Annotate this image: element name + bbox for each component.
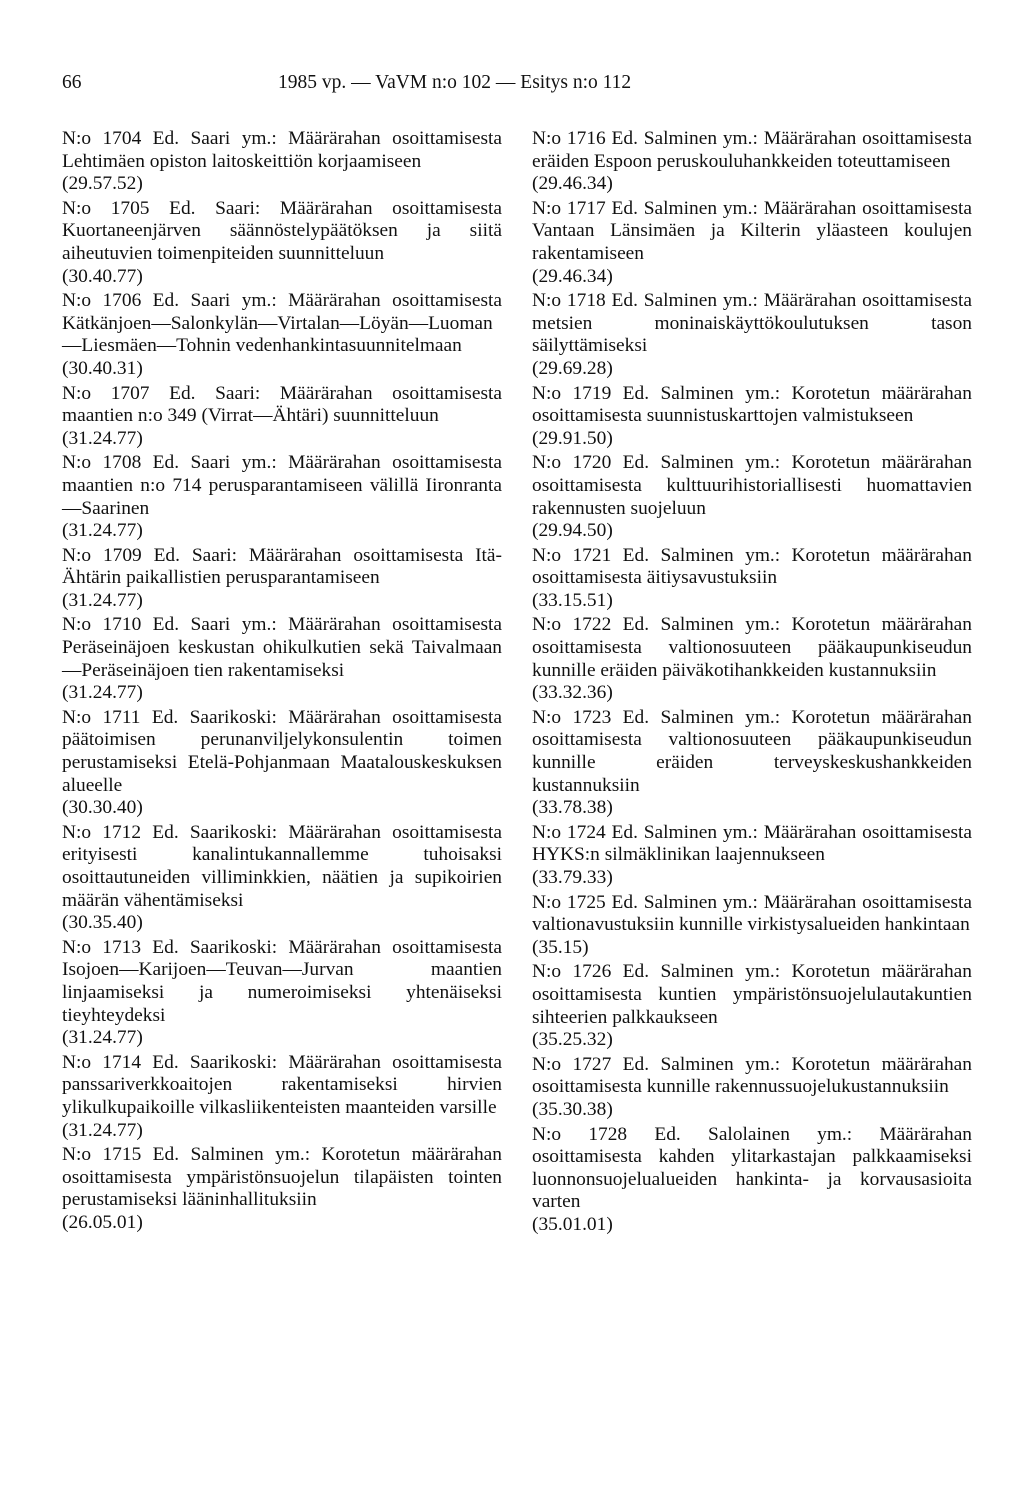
budget-reference: (29.69.28) — [532, 357, 613, 379]
motion-entry — [532, 198, 972, 288]
budget-reference: (31.24.77) — [62, 427, 143, 449]
budget-reference: (30.40.31) — [62, 357, 143, 379]
motion-text: N:o 1707 Ed. Saari: Määrärahan osoittamisesta maantien n:o 349 (Virrat—Ähtäri) suunnitteluun — [62, 382, 502, 427]
motion-entry — [62, 383, 502, 451]
motion-text: N:o 1721 Ed. Salminen ym.: Korotetun määrärahan osoittamisesta äitiysavustuksiin — [532, 544, 972, 589]
motion-text: N:o 1710 Ed. Saari ym.: Määrärahan osoittamisesta Peräseinäjoen keskustan ohikulkutien sekä Taivalmaan—Peräseinäjoen tien rakentamiseksi — [62, 614, 502, 681]
budget-reference: (33.15.51) — [532, 589, 613, 611]
motion-entry — [62, 614, 502, 704]
budget-reference: (31.24.77) — [62, 520, 143, 542]
budget-reference: (35.25.32) — [532, 1029, 613, 1051]
motion-text: N:o 1719 Ed. Salminen ym.: Korotetun määrärahan osoittamisesta suunnistuskarttojen valmistukseen — [532, 382, 972, 427]
budget-reference: (30.30.40) — [62, 797, 143, 819]
motion-text: N:o 1715 Ed. Salminen ym.: Korotetun määrärahan osoittamisesta ympäristönsuojelun tilapäisten tointen perustamiseksi lääninhallituksiin — [62, 1144, 502, 1211]
budget-reference: (31.24.77) — [62, 1027, 143, 1049]
motion-text: N:o 1718 Ed. Salminen ym.: Määrärahan osoittamisesta metsien moninaiskäyttökoulutuksen tason säilyttämiseksi — [532, 290, 972, 357]
motion-text: N:o 1728 Ed. Salolainen ym.: Määrärahan osoittamisesta kahden ylitarkastajan palkkaamiseksi luonnonsuojelualueiden hankinta- ja korvausasioita varten — [532, 1123, 972, 1213]
motion-entry — [532, 545, 972, 613]
motion-entry — [62, 290, 502, 380]
motion-entry — [532, 452, 972, 542]
motion-text: N:o 1720 Ed. Salminen ym.: Korotetun määrärahan osoittamisesta kulttuurihistoriallisesti huomattavien rakennusten suojeluun — [532, 452, 972, 519]
running-head: 1985 vp. — VaVM n:o 102 — Esitys n:o 112 — [278, 72, 632, 93]
budget-reference: (33.79.33) — [532, 867, 613, 888]
motion-text: N:o 1711 Ed. Saarikoski: Määrärahan osoittamisesta päätoimisen perunanviljelykonsulentin toimen perustamiseksi Etelä-Pohjanmaan Maatalouskeskuksen alueelle — [62, 706, 502, 796]
budget-reference: (29.91.50) — [532, 427, 613, 449]
motion-text: N:o 1714 Ed. Saarikoski: Määrärahan osoittamisesta panssariverkkoaitojen rakentamiseksi hirvien ylikulkupaikoille vilkasliikenteisten maanteiden varsille — [62, 1051, 502, 1118]
motion-text: N:o 1723 Ed. Salminen ym.: Korotetun määrärahan osoittamisesta valtionosuuteen pääkaupunkiseudun kunnille eräiden terveyskeskushankkeiden kustannuksiin — [532, 706, 972, 796]
page-number: 66 — [62, 72, 82, 93]
motion-text: N:o 1708 Ed. Saari ym.: Määrärahan osoittamisesta maantien n:o 714 perusparantamiseen välillä Iironranta—Saarinen — [62, 452, 502, 519]
budget-reference: (26.05.01) — [62, 1211, 143, 1233]
motion-entry — [62, 937, 502, 1050]
budget-reference: (31.24.77) — [62, 589, 143, 611]
motion-text: N:o 1727 Ed. Salminen ym.: Korotetun määrärahan osoittamisesta kunnille rakennussuojelukustannuksiin — [532, 1053, 972, 1098]
motion-entry — [62, 822, 502, 935]
budget-reference: (29.57.52) — [62, 173, 143, 195]
motion-text: N:o 1722 Ed. Salminen ym.: Korotetun määrärahan osoittamisesta valtionosuuteen pääkaupunkiseudun kunnille eräiden päiväkotihankkeiden kustannuksiin — [532, 614, 972, 681]
budget-reference: (31.24.77) — [62, 1119, 143, 1141]
left-column — [62, 128, 502, 1237]
budget-reference: (35.15) — [532, 936, 589, 958]
motion-entry — [532, 822, 972, 890]
motion-entry — [532, 892, 972, 960]
motion-text: N:o 1704 Ed. Saari ym.: Määrärahan osoittamisesta Lehtimäen opiston laitoskeittiön korjaamiseen — [62, 128, 502, 172]
motion-text: N:o 1712 Ed. Saarikoski: Määrärahan osoittamisesta erityisesti kanalintukannallemme tuhoisaksi osoittautuneiden villiminkkien, näätien ja supikoirien määrän vähentämiseksi — [62, 821, 502, 911]
budget-reference: (29.94.50) — [532, 520, 613, 542]
motion-entry — [62, 198, 502, 288]
budget-reference: (30.40.77) — [62, 265, 143, 287]
motion-entry — [532, 707, 972, 820]
motion-entry — [62, 128, 502, 196]
motion-text: N:o 1713 Ed. Saarikoski: Määrärahan osoittamisesta Isojoen—Karijoen—Teuvan—Jurvan maantien linjaamiseksi ja numeroimiseksi yhtenäiseksi tieyhteydeksi — [62, 936, 502, 1026]
budget-reference: (31.24.77) — [62, 682, 143, 704]
budget-reference: (35.30.38) — [532, 1098, 613, 1120]
motion-entry — [62, 545, 502, 613]
budget-reference: (35.01.01) — [532, 1213, 613, 1235]
page-header — [62, 72, 962, 102]
motion-text: N:o 1724 Ed. Salminen ym.: Määrärahan osoittamisesta HYKS:n silmäklinikan laajennukseen — [532, 821, 972, 866]
motion-entry — [62, 707, 502, 820]
budget-reference: (33.32.36) — [532, 682, 613, 704]
motion-text: N:o 1725 Ed. Salminen ym.: Määrärahan osoittamisesta valtionavustuksiin kunnille virkistysalueiden hankintaan — [532, 891, 972, 936]
right-column — [532, 128, 972, 1239]
motion-text: N:o 1716 Ed. Salminen ym.: Määrärahan osoittamisesta eräiden Espoon peruskouluhankkeiden toteuttamiseen — [532, 128, 972, 172]
motion-entry — [62, 452, 502, 542]
motion-entry — [532, 961, 972, 1051]
motion-text: N:o 1709 Ed. Saari: Määrärahan osoittamisesta Itä-Ähtärin paikallistien perusparantamiseen — [62, 544, 502, 589]
motion-text: N:o 1706 Ed. Saari ym.: Määrärahan osoittamisesta Kätkänjoen—Salonkylän—Virtalan—Löyän—Luoman—Liesmäen—Tohnin vedenhankintasuunnitelmaan — [62, 290, 502, 357]
motion-text: N:o 1726 Ed. Salminen ym.: Korotetun määrärahan osoittamisesta kuntien ympäristönsuojelulautakuntien sihteerien palkkaukseen — [532, 961, 972, 1028]
budget-reference: (29.46.34) — [532, 265, 613, 287]
budget-reference: (30.35.40) — [62, 912, 143, 934]
motion-entry — [532, 290, 972, 380]
motion-entry — [62, 1052, 502, 1142]
budget-reference: (33.78.38) — [532, 797, 613, 819]
motion-entry — [532, 1054, 972, 1122]
motion-entry — [532, 128, 972, 196]
motion-entry — [532, 614, 972, 704]
motion-entry — [62, 1144, 502, 1234]
budget-reference: (29.46.34) — [532, 173, 613, 195]
motion-entry — [532, 1124, 972, 1237]
motion-text: N:o 1705 Ed. Saari: Määrärahan osoittamisesta Kuortaneenjärven säännöstelypäätöksen ja siitä aiheutuvien toimenpiteiden suunnitteluun — [62, 197, 502, 264]
motion-entry — [532, 383, 972, 451]
motion-text: N:o 1717 Ed. Salminen ym.: Määrärahan osoittamisesta Vantaan Länsimäen ja Kilterin yläasteen koulujen rakentamiseen — [532, 197, 972, 264]
